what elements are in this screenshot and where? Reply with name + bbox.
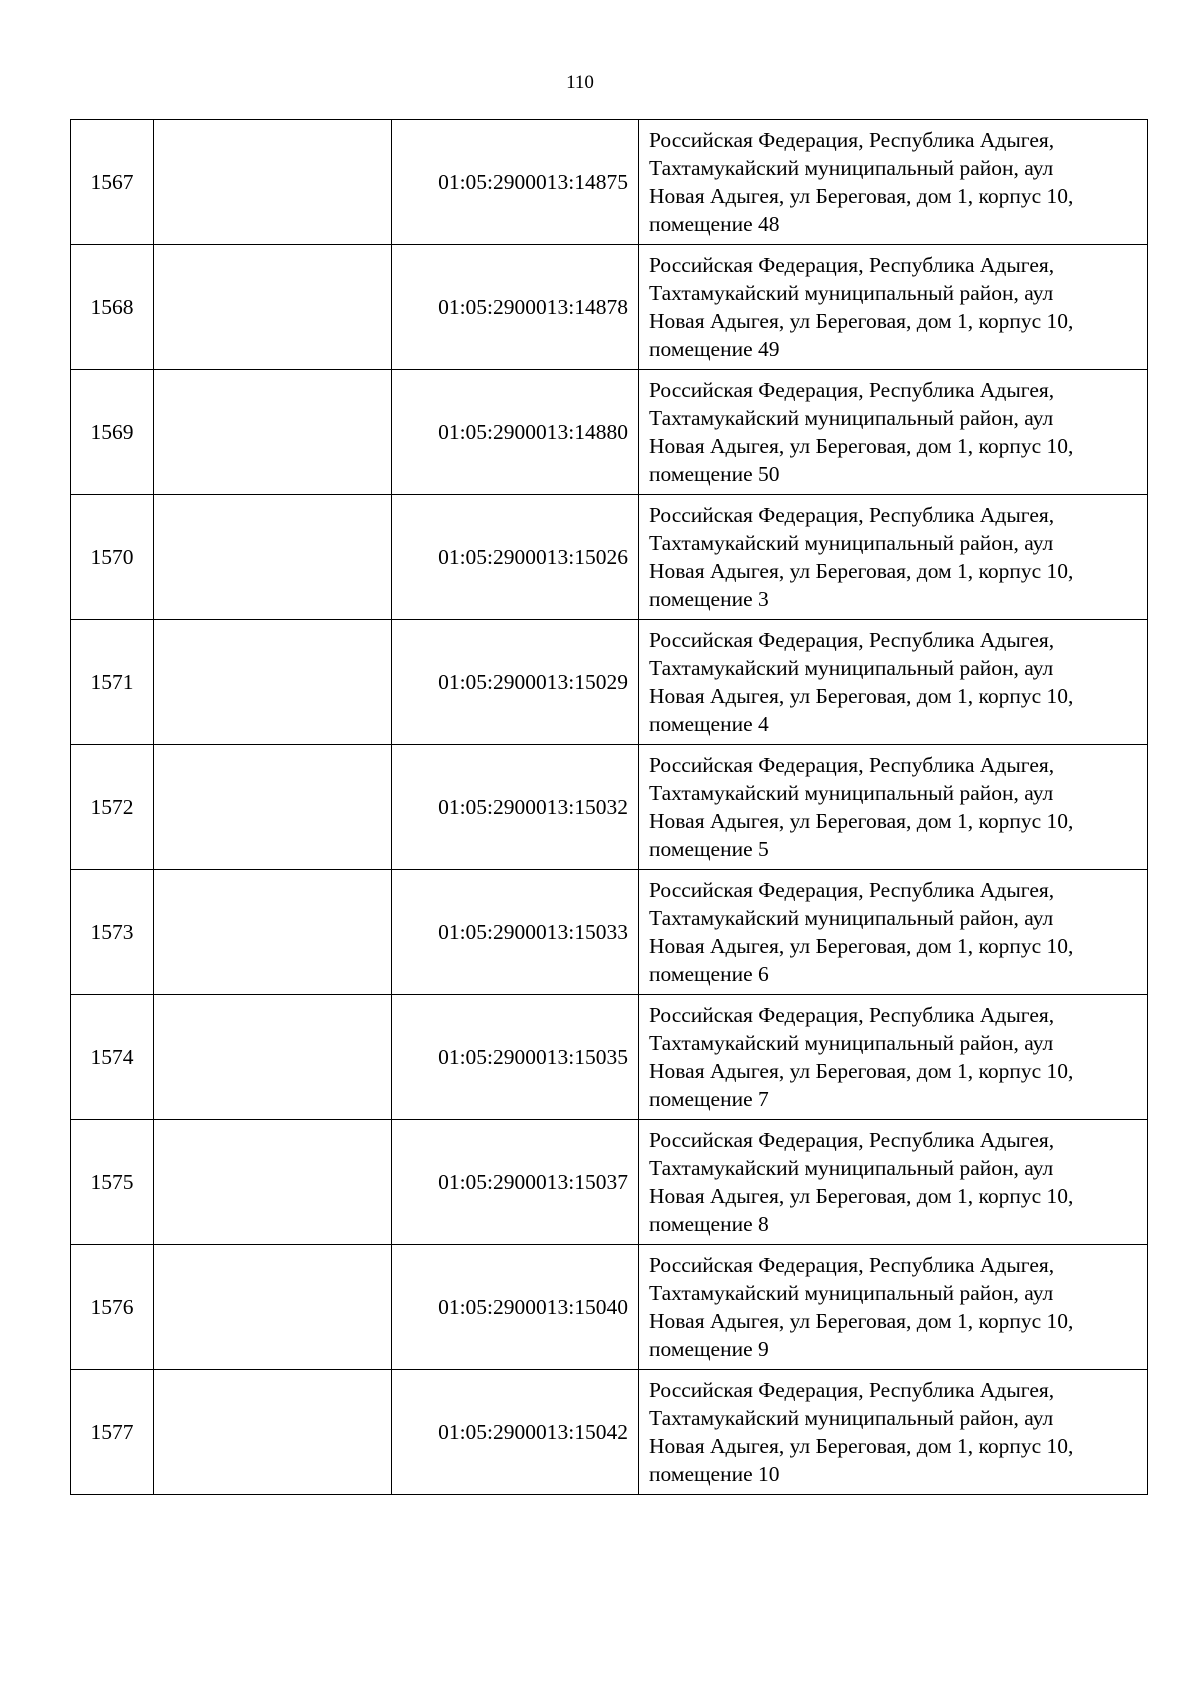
address-line: Тахтамукайский муниципальный район, аул	[649, 1281, 1054, 1305]
address-line: Новая Адыгея, ул Береговая, дом 1, корпус 10,	[649, 434, 1074, 458]
address-line: Новая Адыгея, ул Береговая, дом 1, корпус 10,	[649, 184, 1074, 208]
address-line: Российская Федерация, Республика Адыгея,	[649, 1378, 1055, 1402]
empty-cell	[154, 245, 392, 370]
address-line: Российская Федерация, Республика Адыгея,	[649, 628, 1055, 652]
address-cell	[639, 495, 1148, 620]
row-number-cell: 1570	[71, 495, 154, 620]
address-line: Тахтамукайский муниципальный район, аул	[649, 781, 1054, 805]
address-line: Российская Федерация, Республика Адыгея,	[649, 253, 1055, 277]
registry-table	[70, 119, 1148, 1495]
cadastral-number-cell: 01:05:2900013:15035	[392, 995, 639, 1120]
address-line: Тахтамукайский муниципальный район, аул	[649, 1406, 1054, 1430]
row-number-cell: 1567	[71, 120, 154, 245]
row-number-cell: 1572	[71, 745, 154, 870]
row-number-cell: 1577	[71, 1370, 154, 1495]
address-line: Новая Адыгея, ул Береговая, дом 1, корпус 10,	[649, 934, 1074, 958]
address-line: Новая Адыгея, ул Береговая, дом 1, корпус 10,	[649, 1059, 1074, 1083]
cadastral-number-cell: 01:05:2900013:15037	[392, 1120, 639, 1245]
address-line: Тахтамукайский муниципальный район, аул	[649, 1031, 1054, 1055]
cadastral-number-cell: 01:05:2900013:15032	[392, 745, 639, 870]
address-cell	[639, 370, 1148, 495]
row-number-cell: 1569	[71, 370, 154, 495]
address-cell	[639, 745, 1148, 870]
empty-cell	[154, 870, 392, 995]
address-cell	[639, 1370, 1148, 1495]
address-line: помещение 48	[649, 212, 780, 236]
table-row	[71, 370, 1148, 495]
address-line: Российская Федерация, Республика Адыгея,	[649, 128, 1055, 152]
row-number-cell: 1568	[71, 245, 154, 370]
empty-cell	[154, 745, 392, 870]
address-line: Тахтамукайский муниципальный район, аул	[649, 906, 1054, 930]
address-line: помещение 9	[649, 1337, 769, 1361]
address-cell	[639, 1120, 1148, 1245]
empty-cell	[154, 1120, 392, 1245]
row-number-cell: 1576	[71, 1245, 154, 1370]
address-line: Тахтамукайский муниципальный район, аул	[649, 281, 1054, 305]
address-cell	[639, 870, 1148, 995]
address-cell	[639, 1245, 1148, 1370]
address-line: Российская Федерация, Республика Адыгея,	[649, 753, 1055, 777]
cadastral-number-cell: 01:05:2900013:14878	[392, 245, 639, 370]
empty-cell	[154, 620, 392, 745]
cadastral-number-cell: 01:05:2900013:14880	[392, 370, 639, 495]
address-cell	[639, 245, 1148, 370]
address-line: помещение 6	[649, 962, 769, 986]
table-row	[71, 1370, 1148, 1495]
address-line: Российская Федерация, Республика Адыгея,	[649, 1003, 1055, 1027]
address-line: Новая Адыгея, ул Береговая, дом 1, корпус 10,	[649, 809, 1074, 833]
table-row	[71, 745, 1148, 870]
address-line: Новая Адыгея, ул Береговая, дом 1, корпус 10,	[649, 684, 1074, 708]
table-row	[71, 995, 1148, 1120]
empty-cell	[154, 1245, 392, 1370]
table-row	[71, 1245, 1148, 1370]
address-line: помещение 5	[649, 837, 769, 861]
row-number-cell: 1575	[71, 1120, 154, 1245]
address-line: помещение 8	[649, 1212, 769, 1236]
address-line: Тахтамукайский муниципальный район, аул	[649, 531, 1054, 555]
cadastral-number-cell: 01:05:2900013:15029	[392, 620, 639, 745]
row-number-cell: 1573	[71, 870, 154, 995]
table-row	[71, 620, 1148, 745]
address-line: Новая Адыгея, ул Береговая, дом 1, корпус 10,	[649, 1309, 1074, 1333]
empty-cell	[154, 120, 392, 245]
row-number-cell: 1571	[71, 620, 154, 745]
address-cell	[639, 120, 1148, 245]
address-line: Российская Федерация, Республика Адыгея,	[649, 503, 1055, 527]
table-row	[71, 245, 1148, 370]
address-line: Российская Федерация, Республика Адыгея,	[649, 378, 1055, 402]
address-cell	[639, 995, 1148, 1120]
empty-cell	[154, 995, 392, 1120]
address-line: Тахтамукайский муниципальный район, аул	[649, 406, 1054, 430]
cadastral-number-cell: 01:05:2900013:15042	[392, 1370, 639, 1495]
cadastral-number-cell: 01:05:2900013:15033	[392, 870, 639, 995]
address-line: помещение 4	[649, 712, 769, 736]
table-row	[71, 495, 1148, 620]
empty-cell	[154, 495, 392, 620]
address-line: помещение 49	[649, 337, 780, 361]
address-line: Тахтамукайский муниципальный район, аул	[649, 656, 1054, 680]
address-line: Тахтамукайский муниципальный район, аул	[649, 156, 1054, 180]
address-line: Новая Адыгея, ул Береговая, дом 1, корпус 10,	[649, 1184, 1074, 1208]
address-line: помещение 10	[649, 1462, 780, 1486]
address-line: Новая Адыгея, ул Береговая, дом 1, корпус 10,	[649, 1434, 1074, 1458]
table-row	[71, 1120, 1148, 1245]
empty-cell	[154, 1370, 392, 1495]
table-row	[71, 870, 1148, 995]
address-line: Тахтамукайский муниципальный район, аул	[649, 1156, 1054, 1180]
address-line: Российская Федерация, Республика Адыгея,	[649, 1253, 1055, 1277]
cadastral-number-cell: 01:05:2900013:14875	[392, 120, 639, 245]
page-number: 110	[566, 72, 594, 93]
address-line: Российская Федерация, Республика Адыгея,	[649, 878, 1055, 902]
address-line: помещение 50	[649, 462, 780, 486]
address-line: помещение 7	[649, 1087, 769, 1111]
address-line: Новая Адыгея, ул Береговая, дом 1, корпус 10,	[649, 309, 1074, 333]
cadastral-number-cell: 01:05:2900013:15026	[392, 495, 639, 620]
registry-table-body	[71, 120, 1148, 1495]
address-line: помещение 3	[649, 587, 769, 611]
empty-cell	[154, 370, 392, 495]
cadastral-number-cell: 01:05:2900013:15040	[392, 1245, 639, 1370]
address-cell	[639, 620, 1148, 745]
address-line: Новая Адыгея, ул Береговая, дом 1, корпус 10,	[649, 559, 1074, 583]
row-number-cell: 1574	[71, 995, 154, 1120]
table-row	[71, 120, 1148, 245]
address-line: Российская Федерация, Республика Адыгея,	[649, 1128, 1055, 1152]
